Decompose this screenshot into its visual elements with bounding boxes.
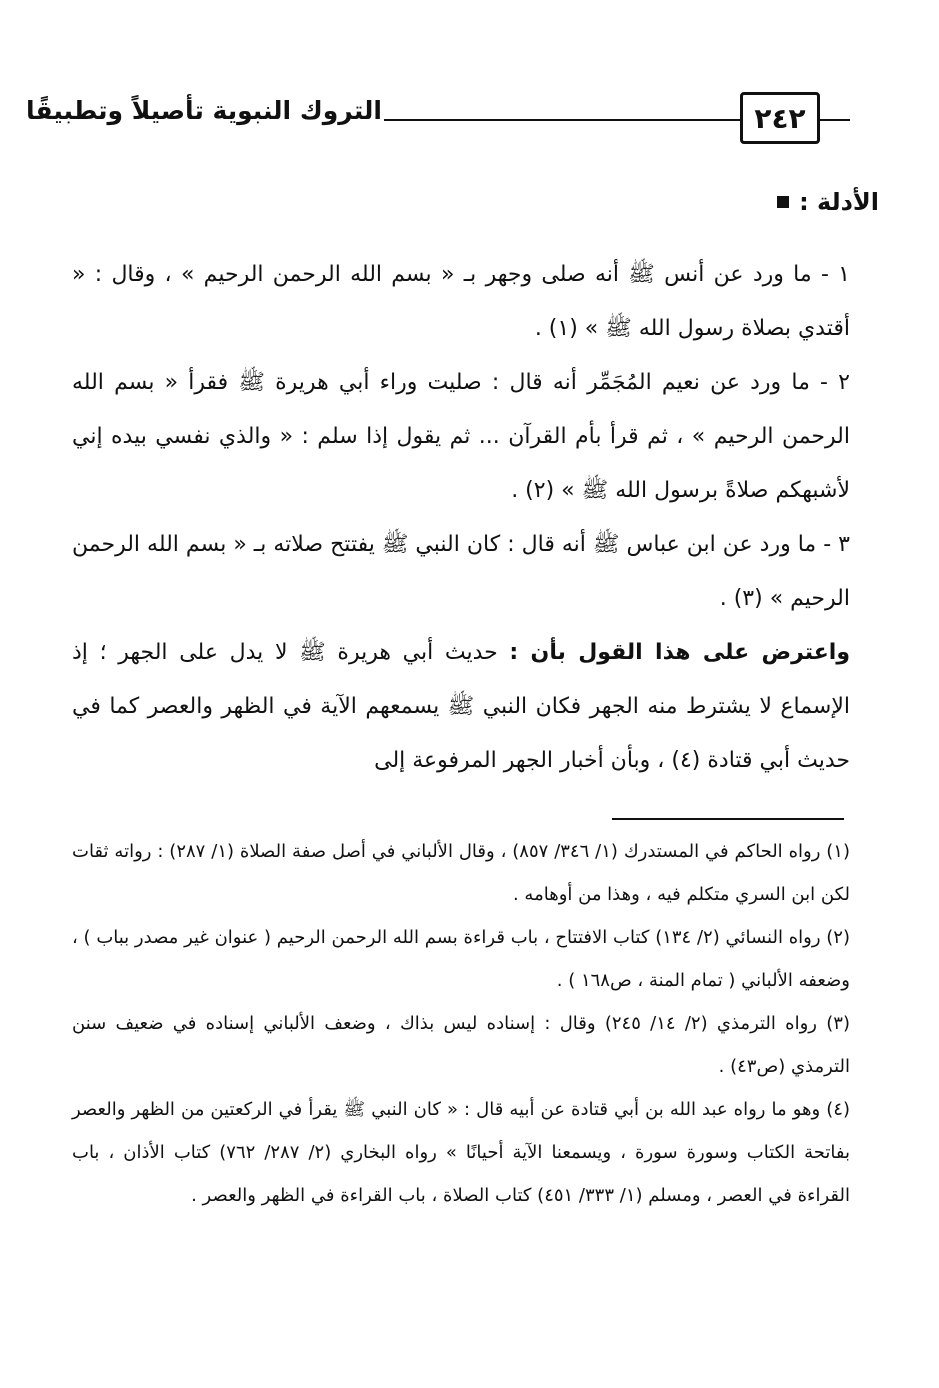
heading-text: الأدلة : <box>799 188 879 216</box>
footnote-separator <box>612 818 844 820</box>
footnotes <box>72 830 850 1217</box>
section-heading <box>777 188 879 216</box>
footnote-4: (٤) وهو ما رواه عبد الله بن أبي قتادة عن أبيه قال : « كان النبي ﷺ يقرأ في الركعتين من الظهر والعصر بفاتحة الكتاب وسورة سورة ، ويسمعنا الآية أحيانًا » رواه البخاري (٢/ ٢٨٧/ ٧٦٢) كتاب الأذان ، باب القراءة في العصر ، ومسلم (١/ ٣٣٣/ ٤٥١) كتاب الصلاة ، باب القراءة في الظهر والعصر . <box>72 1099 850 1206</box>
evidence-paragraph-1: ١ - ما ورد عن أنس ﷺ أنه صلى وجهر بـ « بسم الله الرحمن الرحيم » ، وقال : « أقتدي بصلاة رسول الله ﷺ » (١) . <box>72 262 850 341</box>
evidence-paragraph-3: ٣ - ما ورد عن ابن عباس ﷺ أنه قال : كان النبي ﷺ يفتتح صلاته بـ « بسم الله الرحمن الرحيم » (٣) . <box>72 532 850 611</box>
running-header <box>25 88 850 152</box>
footnote-3: (٣) رواه الترمذي (٢/ ١٤/ ٢٤٥) وقال : إسناده ليس بذاك ، وضعف الألباني إسناده في ضعيف سنن الترمذي (ص٤٣) . <box>72 1013 850 1077</box>
main-text <box>72 248 850 788</box>
page-number: ٢٤٢ <box>754 101 806 135</box>
objection-lead: واعترض على هذا القول بأن : <box>509 640 850 665</box>
header-rule <box>384 119 782 121</box>
square-bullet-icon <box>777 196 789 208</box>
footnote-2: (٢) رواه النسائي (٢/ ١٣٤) كتاب الافتتاح ، باب قراءة بسم الله الرحمن الرحيم ( عنوان غير مصدر بباب ) ، وضعفه الألباني ( تمام المنة ، ص١٦٨ ) . <box>72 927 850 991</box>
footnote-1: (١) رواه الحاكم في المستدرك (١/ ٣٤٦/ ٨٥٧) ، وقال الألباني في أصل صفة الصلاة (١/ ٢٨٧) : رواته ثقات لكن ابن السري متكلم فيه ، وهذا من أوهامه . <box>72 841 850 905</box>
book-title: التروك النبوية تأصيلاً وتطبيقًا <box>25 96 382 125</box>
objection-text: حديث أبي هريرة ﷺ لا يدل على الجهر ؛ إذ الإسماع لا يشترط منه الجهر فكان النبي ﷺ يسمعهم الآية في الظهر والعصر كما في حديث أبي قتادة (٤) ، وبأن أخبار الجهر المرفوعة إلى <box>72 640 850 773</box>
objection-paragraph <box>72 626 850 788</box>
page-number-box <box>740 92 820 144</box>
evidence-paragraph-2: ٢ - ما ورد عن نعيم المُجَمِّر أنه قال : صليت وراء أبي هريرة ﷺ فقرأ « بسم الله الرحمن الرحيم » ، ثم قرأ بأم القرآن ... ثم يقول إذا سلم : « والذي نفسي بيده إني لأشبهكم صلاةً برسول الله ﷺ » (٢) . <box>72 370 850 503</box>
